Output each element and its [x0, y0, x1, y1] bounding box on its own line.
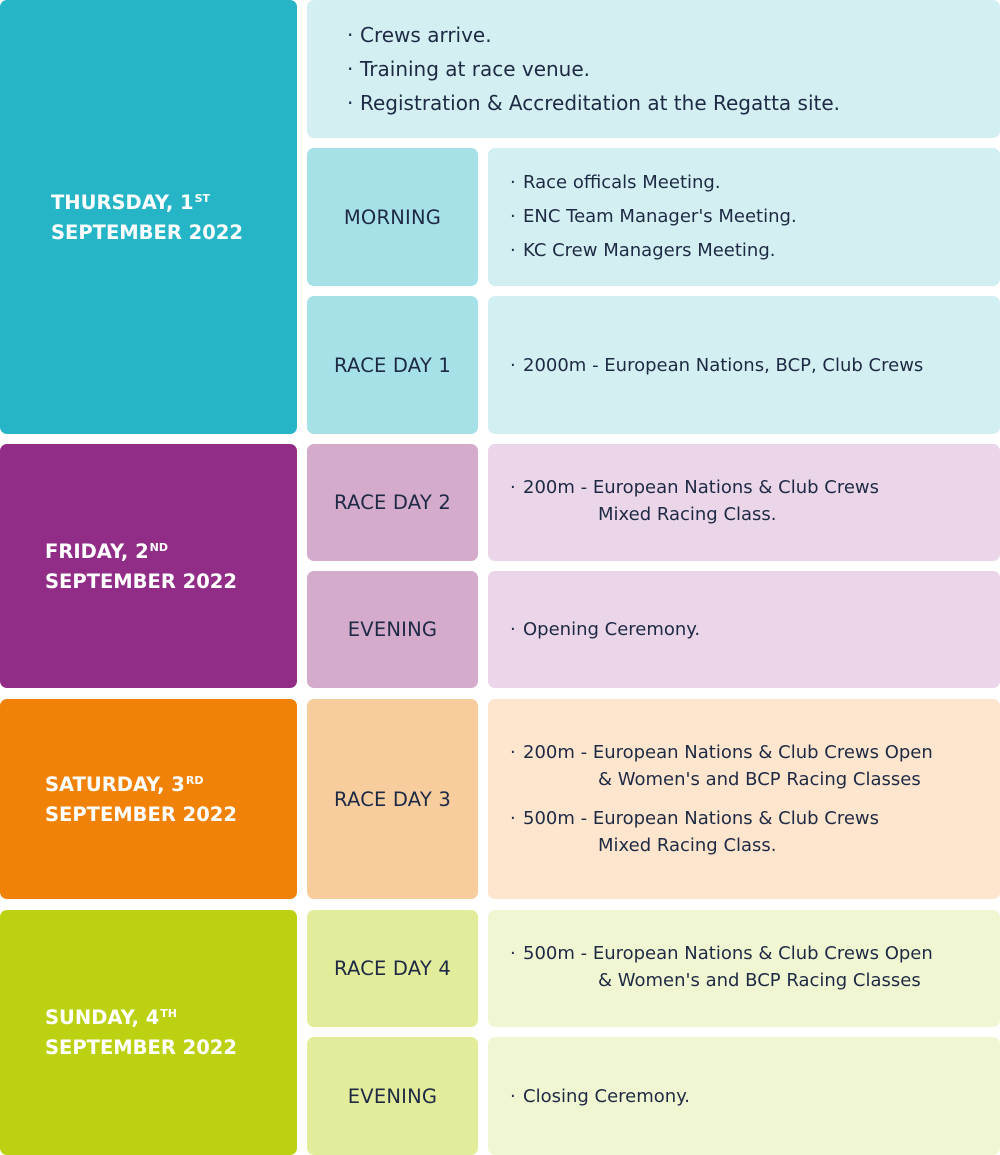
session-label-race-day-1: RACE DAY 1	[307, 296, 478, 434]
session-content-race-day-2	[488, 444, 1000, 561]
session-label-race-day-3: RACE DAY 3	[307, 699, 478, 899]
session-content-friday-evening	[488, 571, 1000, 688]
list-item-continuation: Mixed Racing Class.	[598, 835, 777, 856]
session-content-race-day-4	[488, 910, 1000, 1027]
day-month-saturday: SEPTEMBER 2022	[45, 802, 237, 826]
day-block-saturday	[0, 699, 297, 899]
session-content-race-day-1	[488, 296, 1000, 434]
day-month-thursday: SEPTEMBER 2022	[51, 220, 243, 244]
session-label-morning: MORNING	[307, 148, 478, 286]
list-item: · 200m - European Nations & Club Crews	[510, 476, 879, 498]
day-block-friday	[0, 444, 297, 688]
list-item: · Registration & Accreditation at the Regatta site.	[347, 91, 841, 115]
day-ordinal-friday: ND	[149, 540, 169, 554]
day-ordinal-sunday: TH	[160, 1007, 177, 1020]
session-label-friday-evening: EVENING	[307, 571, 478, 688]
list-item: · Training at race venue.	[347, 57, 591, 81]
list-item: · Closing Ceremony.	[510, 1085, 691, 1107]
day-ordinal-saturday: RD	[185, 773, 204, 787]
list-item: · 500m - European Nations & Club Crews Open	[510, 942, 933, 964]
day-ordinal-thursday: ST	[194, 191, 211, 205]
day-block-thursday	[0, 0, 297, 434]
list-item: · Race officals Meeting.	[510, 172, 721, 193]
day-title-thursday: THURSDAY, 1	[51, 190, 194, 214]
session-content-race-day-3	[488, 699, 1000, 899]
list-item: · 2000m - European Nations, BCP, Club Crews	[510, 354, 924, 376]
list-item: · Crews arrive.	[347, 23, 492, 47]
list-item: · ENC Team Manager's Meeting.	[510, 206, 797, 227]
list-item: · 200m - European Nations & Club Crews Open	[510, 742, 933, 763]
session-label-sunday-evening: EVENING	[307, 1037, 478, 1155]
list-item: · KC Crew Managers Meeting.	[510, 240, 776, 261]
day-month-friday: SEPTEMBER 2022	[45, 569, 237, 593]
list-item: · 500m - European Nations & Club Crews	[510, 808, 879, 829]
session-label-race-day-4: RACE DAY 4	[307, 910, 478, 1027]
day-title-sunday: SUNDAY, 4	[45, 1006, 160, 1029]
list-item-continuation: Mixed Racing Class.	[598, 503, 777, 525]
list-item: · Opening Ceremony.	[510, 619, 701, 640]
session-content-morning	[488, 148, 1000, 286]
day-title-friday: FRIDAY, 2	[45, 539, 149, 563]
list-item-continuation: & Women's and BCP Racing Classes	[598, 769, 921, 790]
day-month-sunday: SEPTEMBER 2022	[45, 1036, 237, 1059]
arrival-panel	[307, 0, 1000, 138]
session-content-sunday-evening	[488, 1037, 1000, 1155]
session-label-race-day-2: RACE DAY 2	[307, 444, 478, 561]
day-block-sunday	[0, 910, 297, 1155]
list-item-continuation: & Women's and BCP Racing Classes	[598, 969, 921, 991]
day-title-saturday: SATURDAY, 3	[45, 772, 185, 796]
